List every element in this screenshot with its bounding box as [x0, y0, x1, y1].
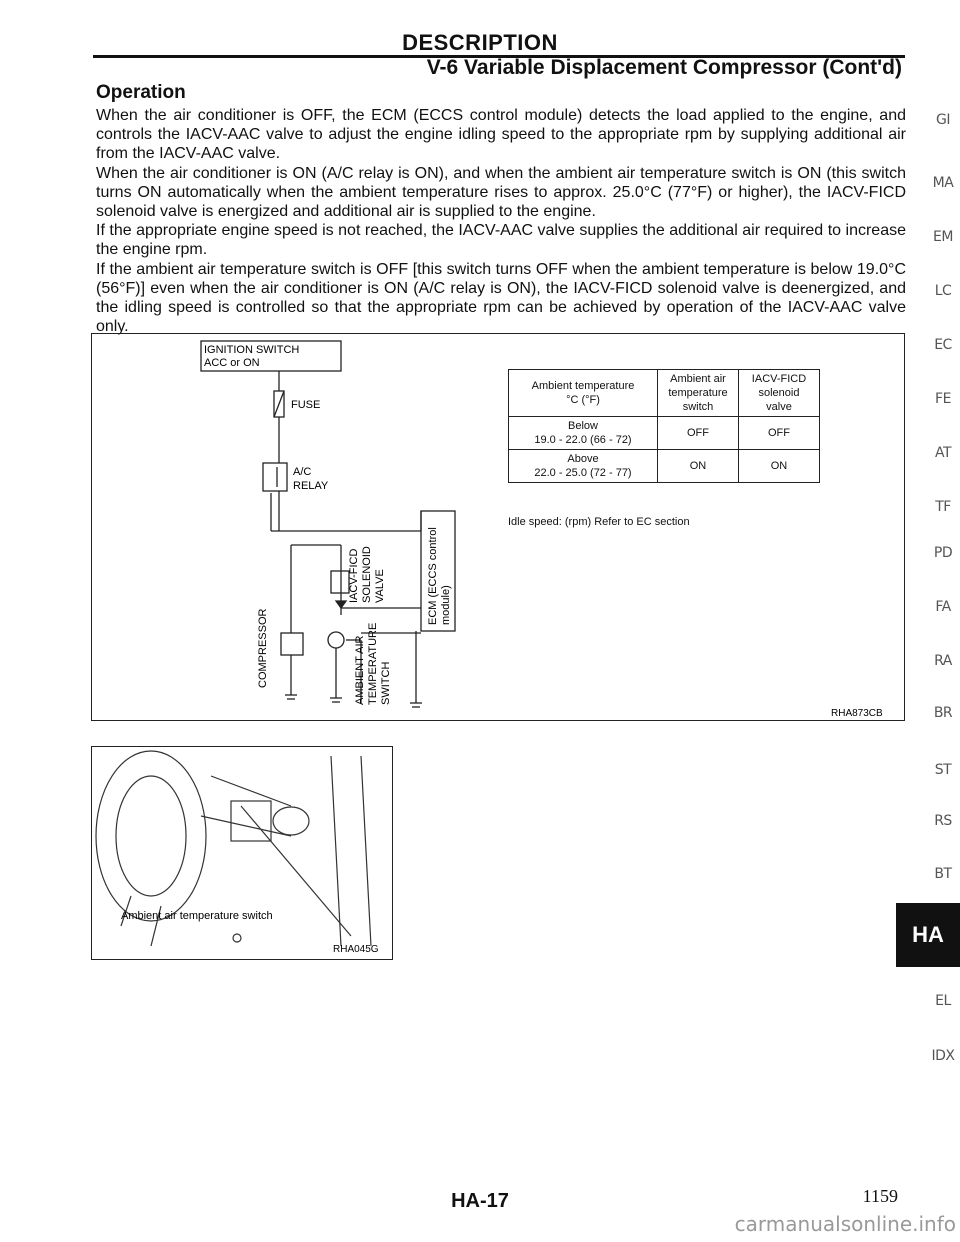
sidebar-item-bt[interactable]: BT	[934, 866, 952, 882]
sidebar-item-rs[interactable]: RS	[934, 813, 952, 829]
operation-paragraph: If the appropriate engine speed is not reached, the IACV-AAC valve supplies the additional air required to increase the engine rpm.	[96, 222, 906, 259]
sensor-label-2: TEMPERATURE	[367, 622, 379, 705]
sidebar-item-fe[interactable]: FE	[935, 391, 951, 407]
page-subtitle: V-6 Variable Displacement Compressor (Cont'd)	[426, 56, 902, 79]
diagram-code: RHA873CB	[831, 708, 883, 719]
page-number: 1159	[862, 1186, 898, 1206]
table-cell: OFF	[739, 417, 820, 450]
sensor-label-1: AMBIENT AIR	[354, 635, 366, 705]
sidebar-item-el[interactable]: EL	[935, 993, 951, 1009]
sidebar-item-pd[interactable]: PD	[933, 545, 953, 561]
table-note: Idle speed: (rpm) Refer to EC section	[508, 516, 690, 528]
table-row	[509, 450, 820, 483]
header-line: °C (°F)	[566, 394, 600, 406]
sensor-label-3: SWITCH	[380, 661, 392, 705]
ignition-switch-label: IGNITION SWITCH	[204, 344, 300, 356]
header-line: Ambient temperature	[531, 380, 635, 392]
relay-label-2: RELAY	[293, 480, 329, 492]
header-line: IACV-FICD	[751, 373, 807, 385]
header-line: Ambient air	[670, 373, 726, 385]
operation-heading: Operation	[96, 82, 186, 103]
temp-line: 19.0 - 22.0 (66 - 72)	[534, 434, 632, 446]
ecm-label-1: ECM (ECCS control	[427, 527, 439, 625]
sidebar-item-br[interactable]: BR	[933, 705, 953, 721]
illustration-code: RHA045G	[333, 944, 379, 955]
table-header-cell	[739, 370, 820, 417]
relay-label: A/C	[293, 466, 312, 478]
table-cell	[509, 417, 658, 450]
sidebar-item-ra[interactable]: RA	[934, 653, 952, 669]
table-cell	[509, 450, 658, 483]
header-line: temperature	[668, 387, 728, 399]
sidebar-item-em[interactable]: EM	[933, 229, 953, 245]
compressor-label: COMPRESSOR	[257, 608, 269, 688]
ignition-switch-mode-label: ACC or ON	[204, 357, 260, 369]
sidebar-item-fa[interactable]: FA	[935, 599, 951, 615]
sidebar-item-ha-active[interactable]: HA	[896, 903, 960, 967]
temp-line: Below	[568, 420, 598, 432]
sidebar-item-ec[interactable]: EC	[934, 337, 952, 353]
header-line: solenoid	[758, 387, 800, 399]
sidebar-item-lc[interactable]: LC	[934, 283, 952, 299]
operation-paragraph: If the ambient air temperature switch is OFF [this switch turns OFF when the ambient temperature is below 19.0°C (56°F)] even when the air conditioner is ON (A/C relay is ON), the IACV-FICD solenoid valve is deenergized, and the idling speed is controlled so that the appropriate rpm can be achieved by operation of the IACV-AAC valve only.	[96, 260, 906, 336]
iacv-label-3: VALVE	[374, 569, 386, 603]
sidebar-item-ma[interactable]: MA	[932, 175, 954, 191]
table-row	[509, 417, 820, 450]
illustration-caption: Ambient air temperature switch	[121, 910, 273, 922]
header-line: switch	[682, 401, 714, 413]
table-header-cell	[658, 370, 739, 417]
page-code: HA-17	[451, 1190, 509, 1212]
switch-illustration	[91, 746, 393, 960]
iacv-label-2: SOLENOID	[361, 546, 373, 603]
iacv-label-1: IACV-FICD	[348, 548, 360, 603]
ecm-label-2: module)	[440, 585, 452, 625]
fuse-label: FUSE	[291, 399, 321, 411]
operation-body	[96, 106, 906, 336]
sidebar-item-gi[interactable]: GI	[936, 112, 950, 128]
watermark: carmanualsonline.info	[734, 1212, 956, 1236]
table-cell: ON	[658, 450, 739, 483]
temp-line: 22.0 - 25.0 (72 - 77)	[534, 467, 632, 479]
section-title: DESCRIPTION	[402, 30, 558, 55]
table-header-cell	[509, 370, 658, 417]
table-header-row	[509, 370, 820, 417]
sidebar-item-st[interactable]: ST	[934, 762, 952, 778]
sidebar-item-idx[interactable]: IDX	[931, 1048, 955, 1064]
operation-paragraph: When the air conditioner is OFF, the ECM (ECCS control module) detects the load applied to the engine, and controls the IACV-AAC valve to adjust the engine idling speed to the appropriate rpm by supplying additional air from the IACV-AAC valve.	[96, 107, 906, 163]
table-cell: ON	[739, 450, 820, 483]
operation-paragraph: When the air conditioner is ON (A/C relay is ON), and when the ambient air temperature switch is ON (this switch turns ON automatically when the ambient temperature rises to approx. 25.0°C (77°F) or higher), the IACV-FICD solenoid valve is energized and additional air is supplied to the engine.	[96, 164, 906, 221]
header-line: valve	[766, 401, 792, 413]
table-cell: OFF	[658, 417, 739, 450]
operation-table	[508, 369, 820, 483]
temp-line: Above	[567, 453, 599, 465]
sidebar-item-at[interactable]: AT	[934, 445, 952, 461]
sidebar-item-tf[interactable]: TF	[935, 499, 951, 515]
